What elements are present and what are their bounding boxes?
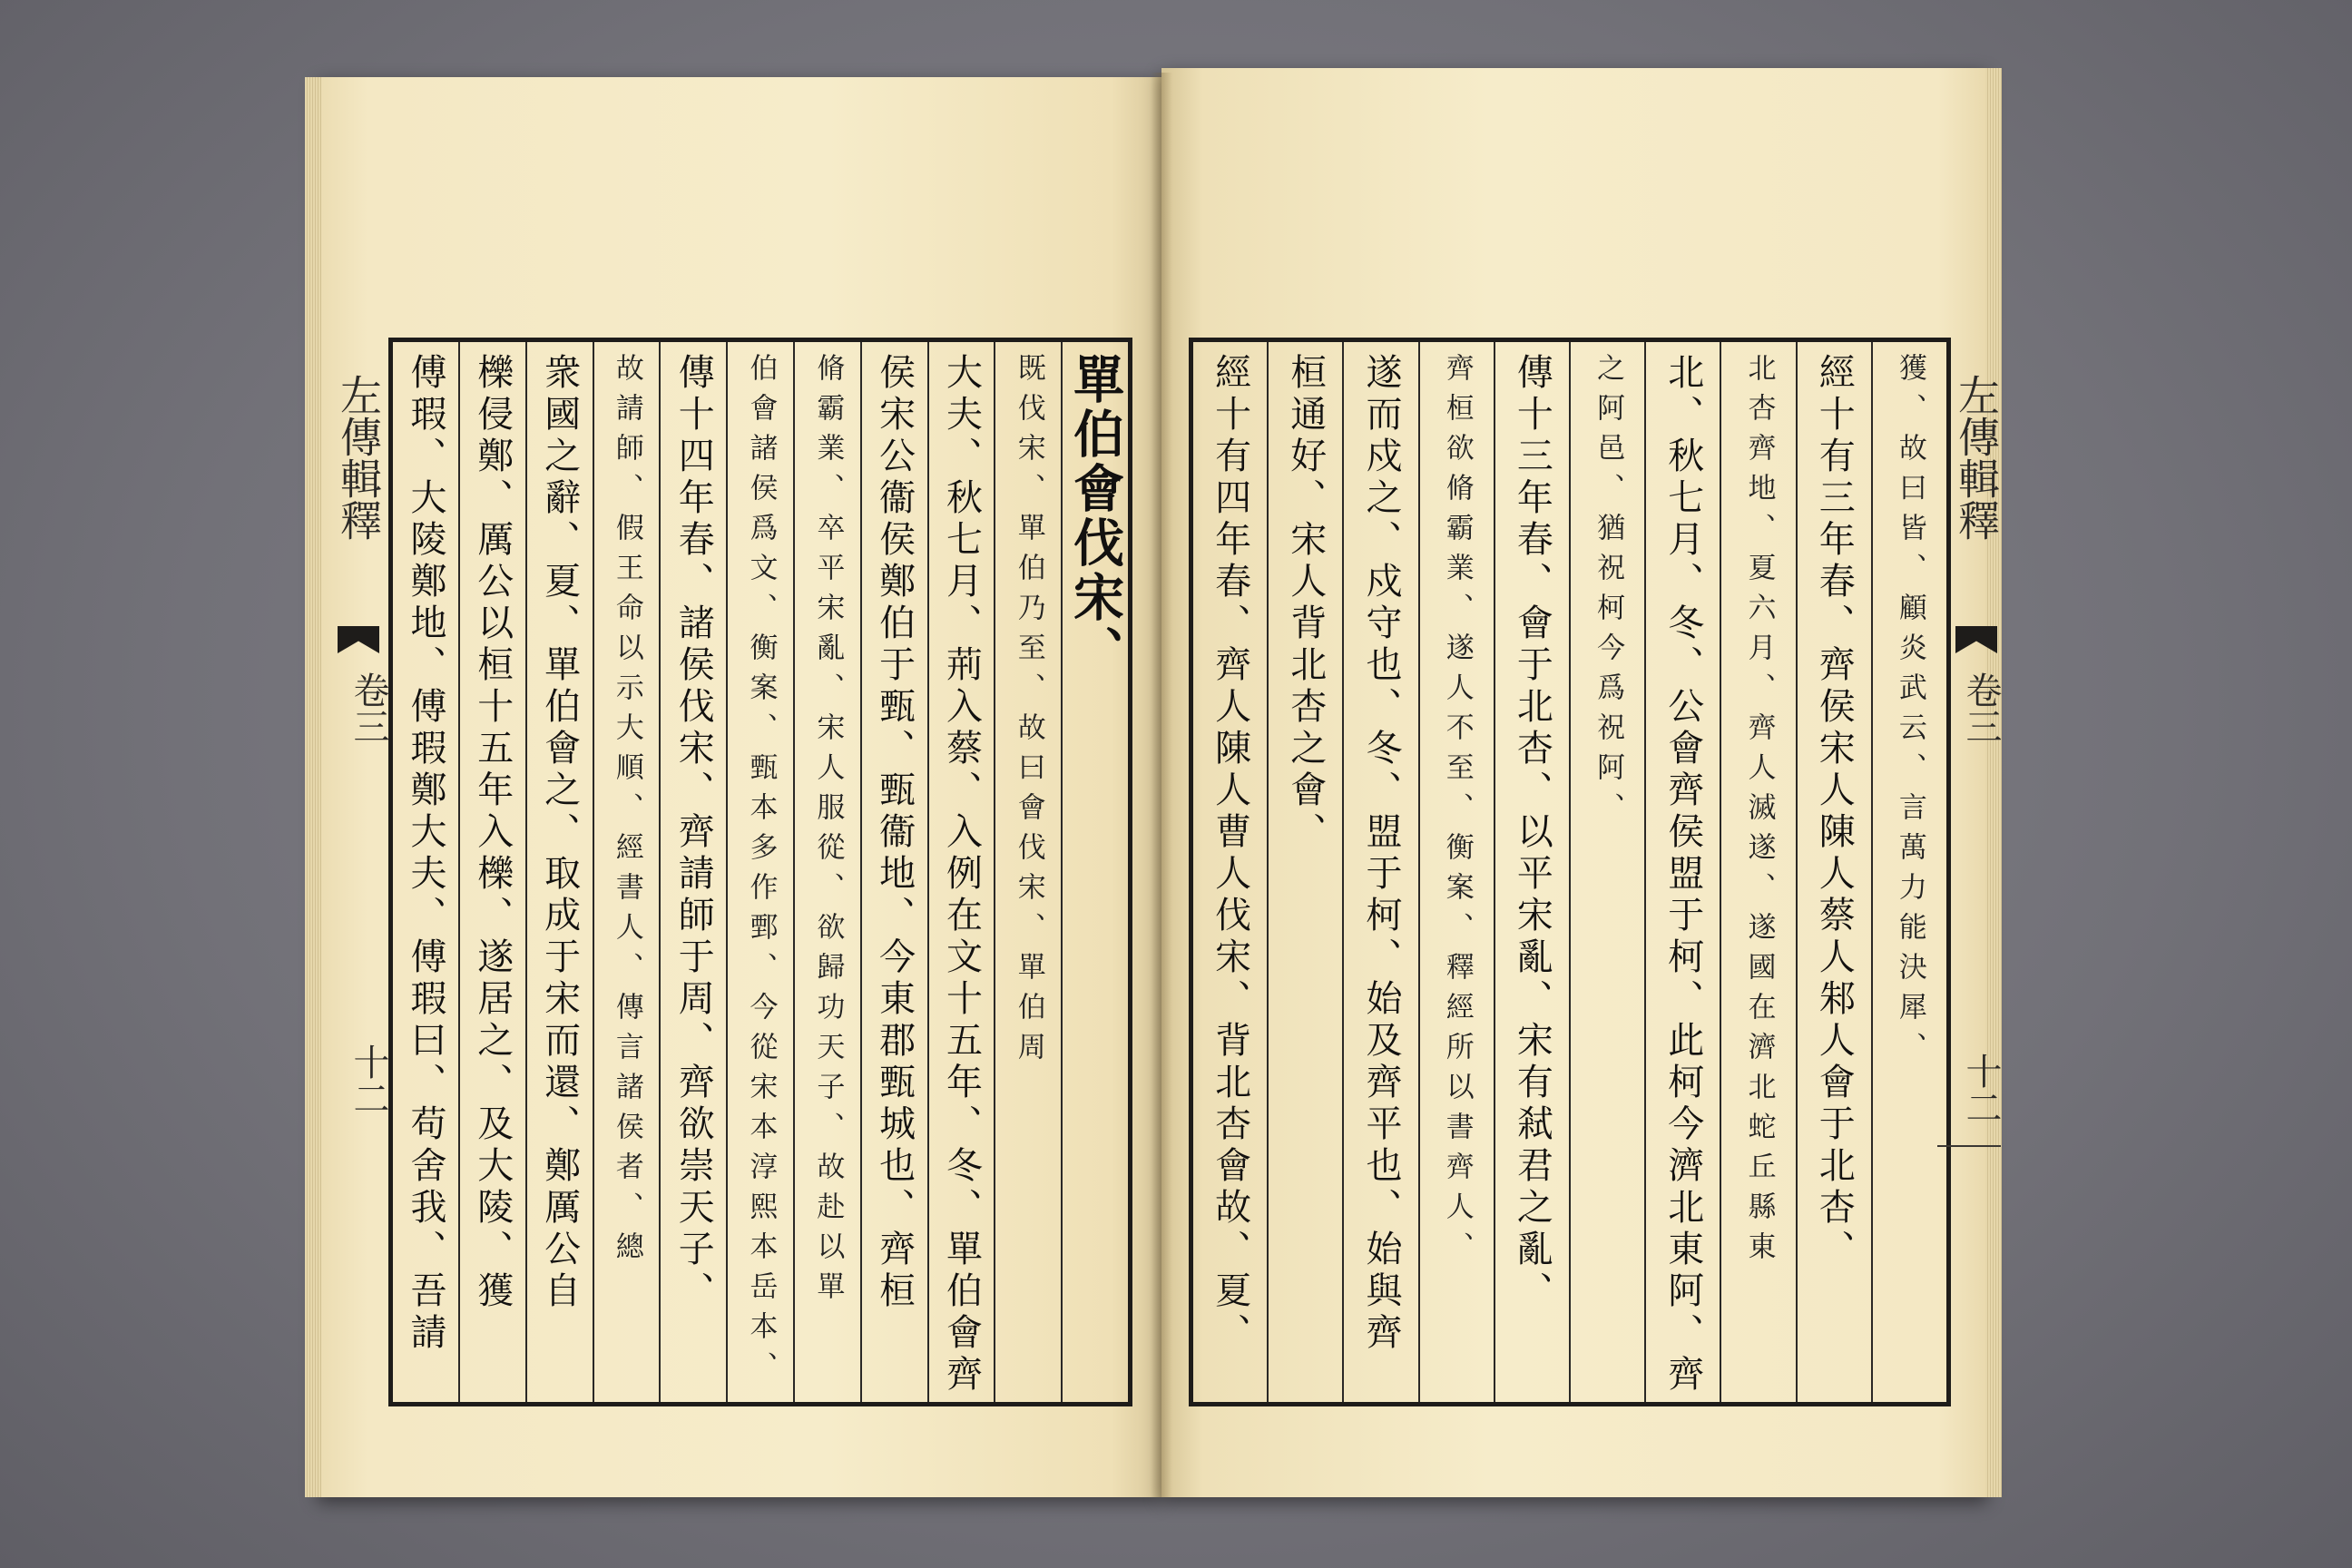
text-column: 櫟侵鄭、厲公以桓十五年入櫟、遂居之、及大陵、獲 xyxy=(458,342,525,1402)
right-margin-page-number: 十二 xyxy=(1960,1053,2002,1125)
text-column: 北、秋七月、冬、公會齊侯盟于柯、此柯今濟北東阿、齊 xyxy=(1644,342,1720,1402)
text-column: 桓通好、宋人背北杏之會、 xyxy=(1267,342,1342,1402)
text-column: 脩霸業、卒平宋亂、宋人服從、欲歸功天子、故赴以單 xyxy=(793,342,860,1402)
text-column: 傳十四年春、諸侯伐宋、齊請師于周、齊欲崇天子、 xyxy=(659,342,726,1402)
text-column: 經十有四年春、齊人陳人曹人伐宋、背北杏會故、夏、 xyxy=(1209,353,1251,1355)
left-text-frame xyxy=(388,338,1132,1406)
text-column: 傳十三年春、會于北杏、以平宋亂、宋有弒君之亂、 xyxy=(1494,342,1569,1402)
text-column: 侯宋公衞侯鄭伯于甄、甄衞地、今東郡甄城也、齊桓 xyxy=(860,342,927,1402)
left-page-edge xyxy=(305,77,321,1497)
text-column: 大夫、秋七月、荊入蔡、入例在文十五年、冬、單伯會齊 xyxy=(927,342,995,1402)
text-column: 故請師、假王命以示大順、經書人、傳言諸侯者、總 xyxy=(593,342,660,1402)
margin-rule xyxy=(1937,1145,2001,1147)
left-margin-title-text: 左傳輯釋 xyxy=(334,374,383,541)
text-column: 北杏齊地、夏六月、齊人滅遂、遂國在濟北蛇丘縣東 xyxy=(1720,342,1795,1402)
text-column: 遂而戍之、戍守也、冬、盟于柯、始及齊平也、始與齊 xyxy=(1342,342,1417,1402)
right-text-frame xyxy=(1189,338,1951,1406)
text-column: 經十有三年春、齊侯宋人陳人蔡人邾人會于北杏、 xyxy=(1796,342,1871,1402)
text-column: 單伯會伐宋、 xyxy=(1061,342,1128,1402)
text-column: 衆國之辭、夏、單伯會之、取成于宋而還、鄭厲公自 xyxy=(525,342,593,1402)
text-column: 傅瑕、大陵鄭地、傅瑕鄭大夫、傅瑕曰、苟舍我、吾請 xyxy=(404,353,446,1355)
right-margin-title-text: 左傳輯釋 xyxy=(1952,374,2001,541)
text-column: 既伐宋、單伯乃至、故曰會伐宋、單伯周 xyxy=(994,342,1061,1402)
left-margin-title xyxy=(327,338,390,1406)
right-margin-volume: 卷三 xyxy=(1960,671,2002,744)
right-margin-title xyxy=(1949,338,2004,1406)
text-column: 之阿邑、猶祝柯今爲祝阿、 xyxy=(1569,342,1644,1402)
text-column: 伯會諸侯爲文、衡案、甄本多作鄄、今從宋本淳熙本岳本、 xyxy=(726,342,793,1402)
book-gutter xyxy=(1151,73,1172,1497)
left-margin-volume: 卷三 xyxy=(348,671,389,744)
left-columns xyxy=(393,342,1128,1402)
left-margin-page-number: 十二 xyxy=(348,1044,389,1116)
text-column: 獲、故曰皆、顧炎武云、言萬力能決犀、 xyxy=(1871,342,1946,1402)
right-columns xyxy=(1193,342,1946,1402)
text-column: 齊桓欲脩霸業、遂人不至、衡案、釋經所以書齊人、 xyxy=(1418,342,1494,1402)
